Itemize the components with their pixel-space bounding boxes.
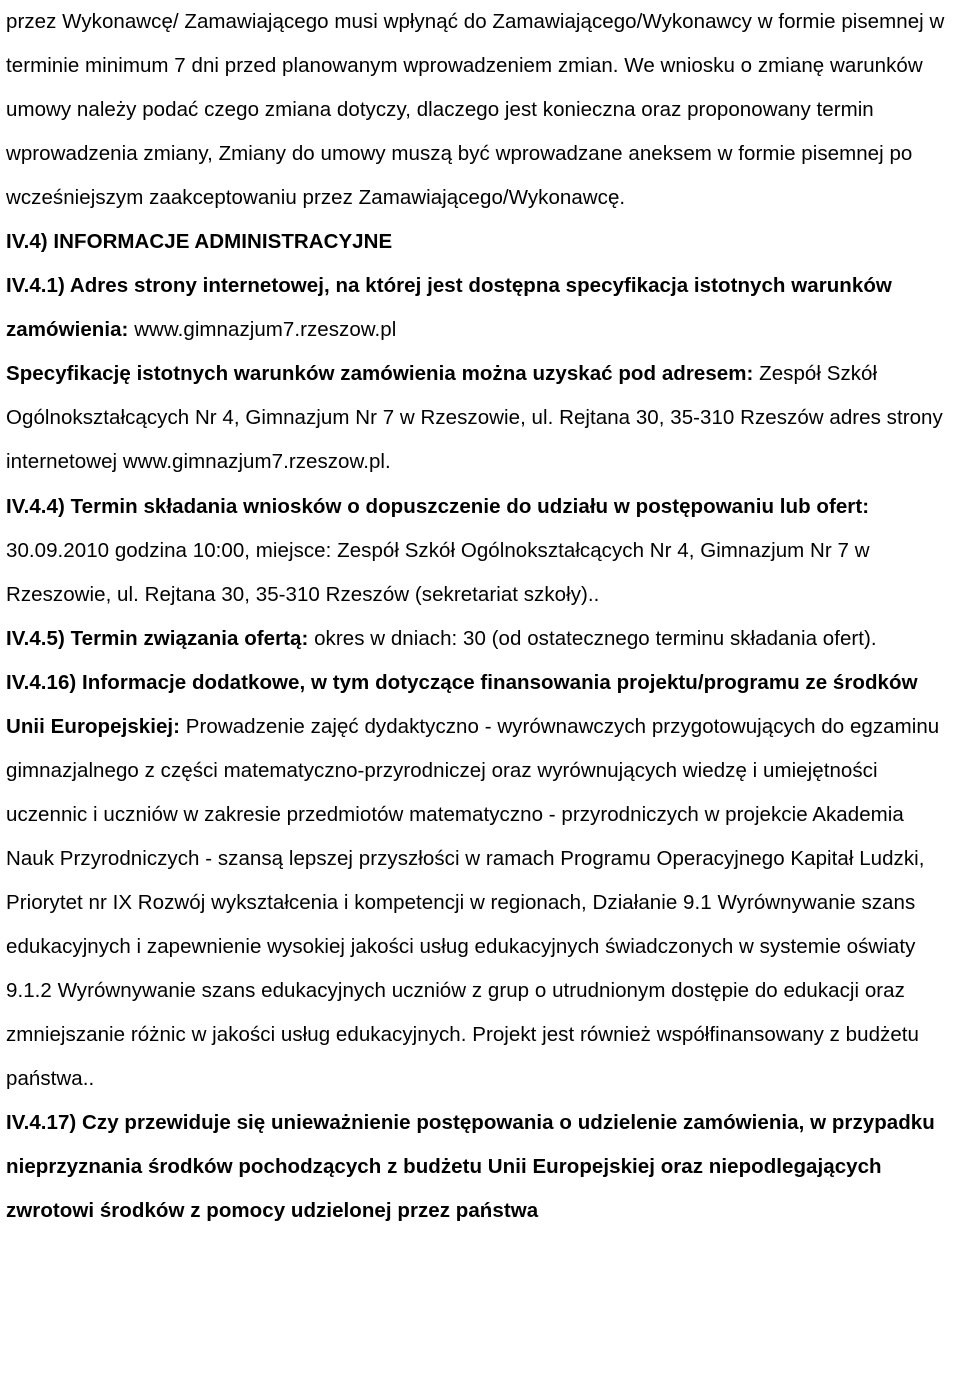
paragraph-specification-address <box>6 352 956 484</box>
field-value: Prowadzenie zajęć dydaktyczno - wyrównawczych przygotowujących do egzaminu gimnazjalnego z części matematyczno-przyrodniczej oraz wyrównujących wiedzę i umiejętności uczennic i uczniów w zakresie przedmiotów matematyczno - przyrodniczych w projekcie Akademia Nauk Przyrodniczych - szansą lepszej przyszłości w ramach Programu Operacyjnego Kapitał Ludzki, Priorytet nr IX Rozwój wykształcenia i kompetencji w regionach, Działanie 9.1 Wyrównywanie szans edukacyjnych i zapewnienie wysokiej jakości usług edukacyjnych świadczonych w systemie oświaty 9.1.2 Wyrównywanie szans edukacyjnych uczniów z grup o utrudnionym dostępie do edukacji oraz zmniejszanie różnic w jakości usług edukacyjnych. Projekt jest również współfinansowany z budżetu państwa.. <box>6 714 940 1091</box>
paragraph-amendment-procedure <box>6 0 956 220</box>
paragraph-iv-4-4-submission-deadline <box>6 485 956 617</box>
paragraph-iv-4-5-offer-binding-period <box>6 617 956 661</box>
field-value: 30.09.2010 godzina 10:00, miejsce: Zespół Szkół Ogólnokształcących Nr 4, Gimnazjum Nr 7 w Rzeszowie, ul. Rejtana 30, 35-310 Rzeszów (sekretariat szkoły).. <box>6 538 870 606</box>
paragraph-iv-4-1-specification-website <box>6 264 956 352</box>
paragraph-iv-4-16-additional-info <box>6 661 956 1101</box>
field-value: okres w dniach: 30 (od ostatecznego terminu składania ofert). <box>314 626 877 650</box>
field-label: IV.4.4) Termin składania wniosków o dopuszczenie do udziału w postępowaniu lub ofert: <box>6 494 870 518</box>
field-label: IV.4.16) Informacje dodatkowe, w tym dotyczące finansowania projektu/programu ze środków Unii Europejskiej: <box>6 670 918 738</box>
paragraph-text: przez Wykonawcę/ Zamawiającego musi wpłynąć do Zamawiającego/Wykonawcy w formie pisemnej w terminie minimum 7 dni przed planowanym wprowadzeniem zmian. We wniosku o zmianę warunków umowy należy podać czego zmiana dotyczy, dlaczego jest konieczna oraz proponowany termin wprowadzenia zmiany, Zmiany do umowy muszą być wprowadzane aneksem w formie pisemnej po wcześniejszym zaakceptowaniu przez Zamawiającego/Wykonawcę. <box>6 10 945 210</box>
field-value: Zespół Szkół Ogólnokształcących Nr 4, Gimnazjum Nr 7 w Rzeszowie, ul. Rejtana 30, 35-310 Rzeszów adres strony internetowej www.gimnazjum7.rzeszow.pl. <box>6 362 943 474</box>
document-body <box>6 0 956 1233</box>
field-label: IV.4.1) Adres strony internetowej, na której jest dostępna specyfikacja istotnych warunków zamówienia: <box>6 274 892 342</box>
field-label: IV.4.5) Termin związania ofertą: <box>6 626 315 650</box>
section-heading-text: IV.4) INFORMACJE ADMINISTRACYJNE <box>6 230 393 254</box>
section-heading-administrative-info <box>6 220 956 264</box>
website-url: www.gimnazjum7.rzeszow.pl <box>134 318 397 342</box>
field-label: Specyfikację istotnych warunków zamówienia można uzyskać pod adresem: <box>6 362 760 386</box>
paragraph-iv-4-17-cancellation-question <box>6 1101 956 1233</box>
field-label: IV.4.17) Czy przewiduje się unieważnienie postępowania o udzielenie zamówienia, w przypadku nieprzyznania środków pochodzących z budżetu Unii Europejskiej oraz niepodlegających zwrotowi środków z pomocy udzielonej przez państwa <box>6 1111 935 1223</box>
